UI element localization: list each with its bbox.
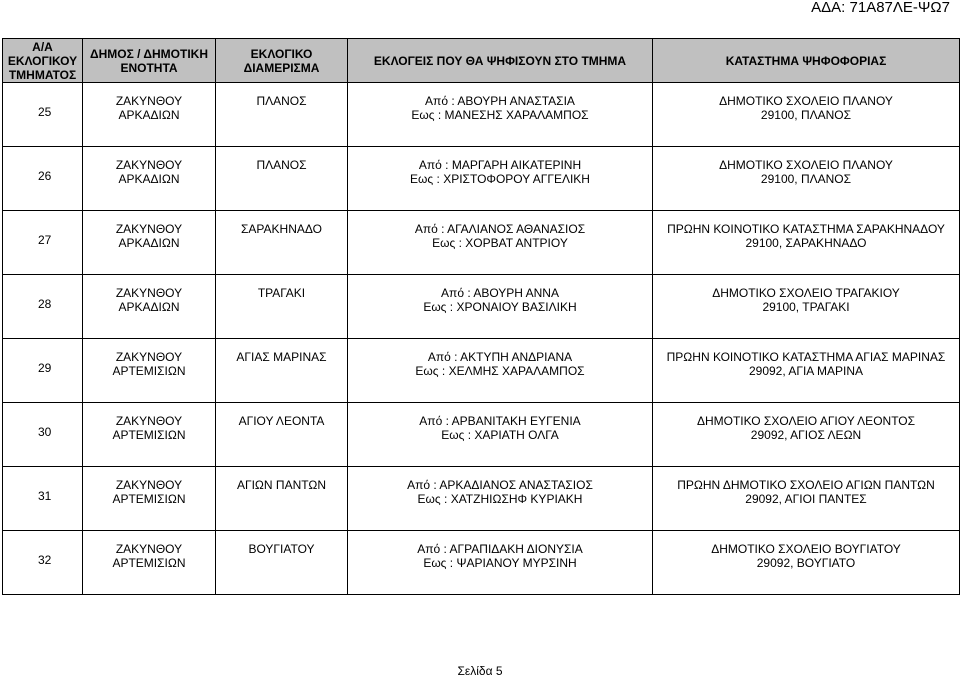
header-aa-line: Α/Α [32, 39, 53, 54]
table-row [3, 467, 960, 531]
voters-to: Εως : ΜΑΝΕΣΗΣ ΧΑΡΑΛΑΜΠΟΣ [411, 108, 589, 122]
voters-from: Από : ΜΑΡΓΑΡΗ ΑΙΚΑΤΕΡΙΝΗ [418, 158, 582, 172]
electoral-district: ΤΡΑΓΑΚΙ [216, 275, 348, 339]
municipal-unit: ΑΡΚΑΔΙΩΝ [118, 236, 180, 250]
section-number: 32 [3, 531, 83, 595]
municipal-unit: ΑΡΤΕΜΙΣΙΩΝ [112, 492, 186, 506]
section-number: 26 [3, 147, 83, 211]
station-name: ΔΗΜΟΤΙΚΟ ΣΧΟΛΕΙΟ ΤΡΑΓΑΚΙΟΥ [712, 286, 900, 300]
station-name: ΔΗΜΟΤΙΚΟ ΣΧΟΛΕΙΟ ΑΓΙΟΥ ΛΕΟΝΤΟΣ [696, 414, 916, 428]
voters-cell [348, 339, 653, 403]
voters-from: Από : ΑΓΡΑΠΙΔΑΚΗ ΔΙΟΝΥΣΙΑ [417, 542, 583, 556]
electoral-district: ΑΓΙΟΥ ΛΕΟΝΤΑ [216, 403, 348, 467]
electoral-district: ΠΛΑΝΟΣ [216, 83, 348, 147]
voters-to: Εως : ΨΑΡΙΑΝΟΥ ΜΥΡΣΙΝΗ [423, 556, 577, 570]
station-cell [653, 339, 960, 403]
voters-from: Από : ΑΒΟΥΡΗ ΑΝΝΑ [441, 286, 559, 300]
voters-from: Από : ΑΒΟΥΡΗ ΑΝΑΣΤΑΣΙΑ [425, 94, 575, 108]
voters-cell [348, 467, 653, 531]
station-cell [653, 467, 960, 531]
station-cell [653, 275, 960, 339]
municipal-unit: ΑΡΤΕΜΙΣΙΩΝ [112, 364, 186, 378]
voters-from: Από : ΑΚΤΥΠΗ ΑΝΔΡΙΑΝΑ [427, 350, 573, 364]
municipal-unit: ΑΡΤΕΜΙΣΙΩΝ [112, 556, 186, 570]
electoral-district: ΠΛΑΝΟΣ [216, 147, 348, 211]
municipality-cell [83, 275, 216, 339]
station-address: 29100, ΤΡΑΓΑΚΙ [762, 300, 850, 314]
municipal-unit: ΑΡΚΑΔΙΩΝ [118, 172, 180, 186]
station-address: 29092, ΑΓΙΟΙ ΠΑΝΤΕΣ [745, 492, 867, 506]
voters-from: Από : ΑΡΒΑΝΙΤΑΚΗ ΕΥΓΕΝΙΑ [419, 414, 581, 428]
voters-to: Εως : ΧΑΡΙΑΤΗ ΟΛΓΑ [441, 428, 559, 442]
table-header-row [3, 39, 960, 83]
table-row [3, 211, 960, 275]
station-name: ΠΡΩΗΝ ΔΗΜΟΤΙΚΟ ΣΧΟΛΕΙΟ ΑΓΙΩΝ ΠΑΝΤΩΝ [677, 478, 935, 492]
voters-to: Εως : ΧΟΡΒΑΤ ΑΝΤΡΙΟΥ [432, 236, 568, 250]
station-cell [653, 83, 960, 147]
municipal-unit: ΑΡΚΑΔΙΩΝ [118, 108, 180, 122]
municipality-cell [83, 147, 216, 211]
table-row [3, 275, 960, 339]
section-number: 25 [3, 83, 83, 147]
station-name: ΔΗΜΟΤΙΚΟ ΣΧΟΛΕΙΟ ΒΟΥΓΙΑΤΟΥ [711, 542, 901, 556]
municipality: ΖΑΚΥΝΘΟΥ [115, 286, 183, 300]
page-number: Σελίδα 5 [457, 664, 503, 678]
table-body [3, 83, 960, 595]
station-address: 29092, ΑΓΙΑ ΜΑΡΙΝΑ [748, 364, 863, 378]
station-address: 29092, ΑΓΙΟΣ ΛΕΩΝ [750, 428, 862, 442]
header-aa [3, 39, 83, 83]
station-cell [653, 403, 960, 467]
municipality: ΖΑΚΥΝΘΟΥ [115, 94, 183, 108]
municipality-cell [83, 531, 216, 595]
header-aa-line: ΕΚΛΟΓΙΚΟΥ [7, 53, 78, 68]
header-voters: ΕΚΛΟΓΕΙΣ ΠΟΥ ΘΑ ΨΗΦΙΣΟΥΝ ΣΤΟ ΤΜΗΜΑ [348, 39, 653, 83]
station-name: ΠΡΩΗΝ ΚΟΙΝΟΤΙΚΟ ΚΑΤΑΣΤΗΜΑ ΑΓΙΑΣ ΜΑΡΙΝΑΣ [666, 350, 946, 364]
voters-to: Εως : ΧΑΤΖΗΙΩΣΗΦ ΚΥΡΙΑΚΗ [417, 492, 583, 506]
station-cell [653, 211, 960, 275]
voters-cell [348, 211, 653, 275]
table-row [3, 147, 960, 211]
municipality-cell [83, 403, 216, 467]
header-diamerisma [216, 39, 348, 83]
voters-from: Από : ΑΓΑΛΙΑΝΟΣ ΑΘΑΝΑΣΙΟΣ [414, 222, 586, 236]
station-name: ΔΗΜΟΤΙΚΟ ΣΧΟΛΕΙΟ ΠΛΑΝΟΥ [719, 94, 893, 108]
electoral-district: ΒΟΥΓΙΑΤΟΥ [216, 531, 348, 595]
section-number: 28 [3, 275, 83, 339]
table-row [3, 403, 960, 467]
section-number: 30 [3, 403, 83, 467]
voters-to: Εως : ΧΡΙΣΤΟΦΟΡΟΥ ΑΓΓΕΛΙΚΗ [410, 172, 590, 186]
station-address: 29092, ΒΟΥΓΙΑΤΟ [756, 556, 856, 570]
municipal-unit: ΑΡΚΑΔΙΩΝ [118, 300, 180, 314]
municipality-cell [83, 467, 216, 531]
station-address: 29100, ΠΛΑΝΟΣ [760, 172, 852, 186]
header-diamerisma-line: ΔΙΑΜΕΡΙΣΜΑ [243, 60, 320, 75]
municipality: ΖΑΚΥΝΘΟΥ [115, 542, 183, 556]
table-row [3, 531, 960, 595]
voters-cell [348, 147, 653, 211]
municipality-cell [83, 211, 216, 275]
municipal-unit: ΑΡΤΕΜΙΣΙΩΝ [112, 428, 186, 442]
municipality: ΖΑΚΥΝΘΟΥ [115, 222, 183, 236]
header-dimos [83, 39, 216, 83]
electoral-district: ΣΑΡΑΚΗΝΑΔΟ [216, 211, 348, 275]
voters-from: Από : ΑΡΚΑΔΙΑΝΟΣ ΑΝΑΣΤΑΣΙΟΣ [407, 478, 593, 492]
municipality-cell [83, 339, 216, 403]
polling-stations-table [2, 38, 960, 595]
header-dimos-line: ΕΝΟΤΗΤΑ [120, 60, 178, 75]
municipality: ΖΑΚΥΝΘΟΥ [115, 414, 183, 428]
ada-code: ΑΔΑ: 71Α87ΛΕ-ΨΩ7 [811, 0, 950, 16]
electoral-district: ΑΓΙΩΝ ΠΑΝΤΩΝ [216, 467, 348, 531]
municipality: ΖΑΚΥΝΘΟΥ [115, 158, 183, 172]
header-station: ΚΑΤΑΣΤΗΜΑ ΨΗΦΟΦΟΡΙΑΣ [653, 39, 960, 83]
station-name: ΠΡΩΗΝ ΚΟΙΝΟΤΙΚΟ ΚΑΤΑΣΤΗΜΑ ΣΑΡΑΚΗΝΑΔΟΥ [667, 222, 945, 236]
voters-to: Εως : ΧΡΟΝΑΙΟΥ ΒΑΣΙΛΙΚΗ [423, 300, 577, 314]
section-number: 31 [3, 467, 83, 531]
municipality: ΖΑΚΥΝΘΟΥ [115, 350, 183, 364]
station-cell [653, 147, 960, 211]
section-number: 27 [3, 211, 83, 275]
electoral-district: ΑΓΙΑΣ ΜΑΡΙΝΑΣ [216, 339, 348, 403]
station-address: 29100, ΠΛΑΝΟΣ [760, 108, 852, 122]
station-name: ΔΗΜΟΤΙΚΟ ΣΧΟΛΕΙΟ ΠΛΑΝΟΥ [719, 158, 893, 172]
section-number: 29 [3, 339, 83, 403]
station-cell [653, 531, 960, 595]
header-dimos-line: ΔΗΜΟΣ / ΔΗΜΟΤΙΚΗ [90, 46, 208, 61]
voters-cell [348, 83, 653, 147]
municipality: ΖΑΚΥΝΘΟΥ [115, 478, 183, 492]
municipality-cell [83, 83, 216, 147]
station-address: 29100, ΣΑΡΑΚΗΝΑΔΟ [745, 236, 867, 250]
table-row [3, 339, 960, 403]
voters-cell [348, 275, 653, 339]
voters-cell [348, 403, 653, 467]
voters-cell [348, 531, 653, 595]
voters-to: Εως : ΧΕΛΜΗΣ ΧΑΡΑΛΑΜΠΟΣ [415, 364, 585, 378]
header-diamerisma-line: ΕΚΛΟΓΙΚΟ [250, 46, 313, 61]
table-row [3, 83, 960, 147]
header-aa-line: ΤΜΗΜΑΤΟΣ [8, 67, 77, 82]
